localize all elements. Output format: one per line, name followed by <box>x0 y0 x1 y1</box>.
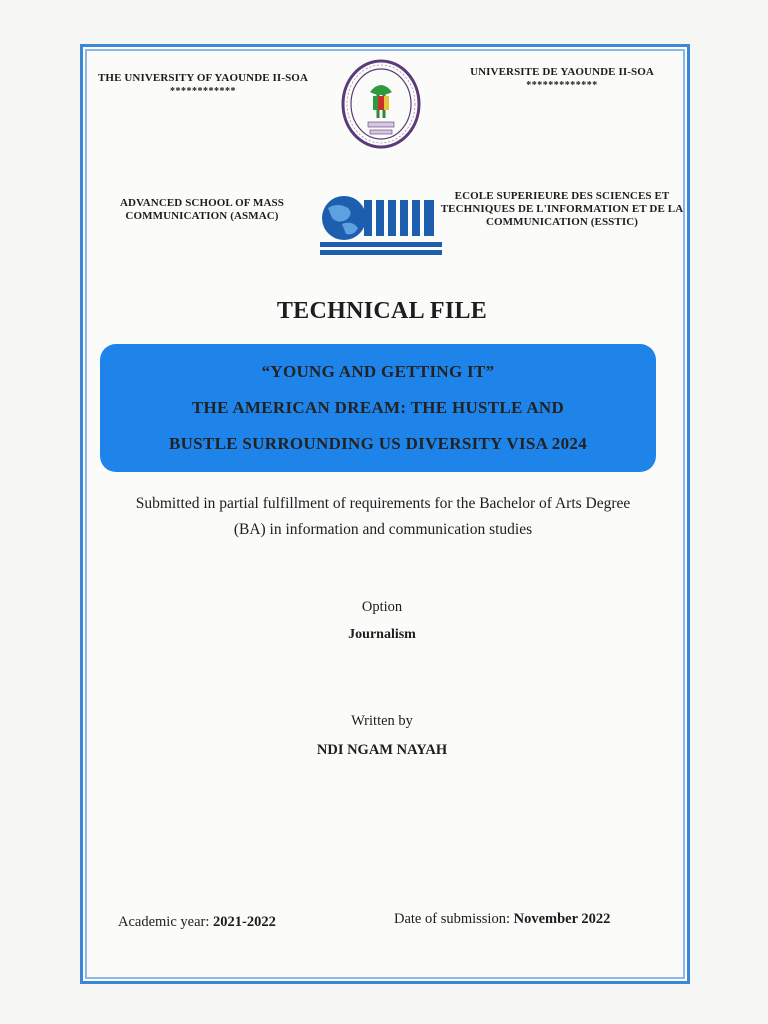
submission-description <box>110 491 656 543</box>
author-label: Written by <box>351 713 413 729</box>
school-name-french: ECOLE SUPERIEURE DES SCIENCES ET TECHNIQUES DE L'INFORMATION ET DE LA COMMUNICATION (ESSTIC) <box>440 190 684 228</box>
esstic-logo-text <box>0 0 1 1</box>
submission-date-label: Date of submission: <box>394 911 510 927</box>
academic-year-label: Academic year: <box>118 914 210 930</box>
description-line-1: Submitted in partial fulfillment of requirements for the Bachelor of Arts Degree <box>135 495 631 512</box>
banner-line-3: BUSTLE SURROUNDING US DIVERSITY VISA 2024 <box>168 434 588 453</box>
author-name: NDI NGAM NAYAH <box>316 742 448 758</box>
option-value: Journalism <box>348 627 416 642</box>
submission-date <box>394 911 664 928</box>
school-name-english: ADVANCED SCHOOL OF MASS COMMUNICATION (ASMAC) <box>120 197 284 222</box>
banner-line-2: THE AMERICAN DREAM: THE HUSTLE AND <box>191 398 565 417</box>
esstic-logo-icon <box>318 190 446 260</box>
banner-line-1: “YOUNG AND GETTING IT” <box>261 362 495 381</box>
submission-date-value: November 2022 <box>513 911 611 927</box>
university-french-stars: ************* <box>526 80 598 91</box>
topic-banner <box>100 344 656 472</box>
option-label: Option <box>361 599 403 615</box>
university-name-english <box>98 72 308 98</box>
university-seal-icon <box>340 58 422 150</box>
university-name-french <box>452 66 672 92</box>
description-line-2: (BA) in information and communication studies <box>233 521 533 538</box>
academic-year-value: 2021-2022 <box>213 914 276 930</box>
university-english-stars: ************ <box>170 86 236 97</box>
document-title: TECHNICAL FILE <box>276 298 488 324</box>
academic-year <box>118 914 358 931</box>
university-name-english-text: THE UNIVERSITY OF YAOUNDE II-SOA <box>98 72 308 84</box>
university-name-french-text: UNIVERSITE DE YAOUNDE II-SOA <box>470 66 654 78</box>
